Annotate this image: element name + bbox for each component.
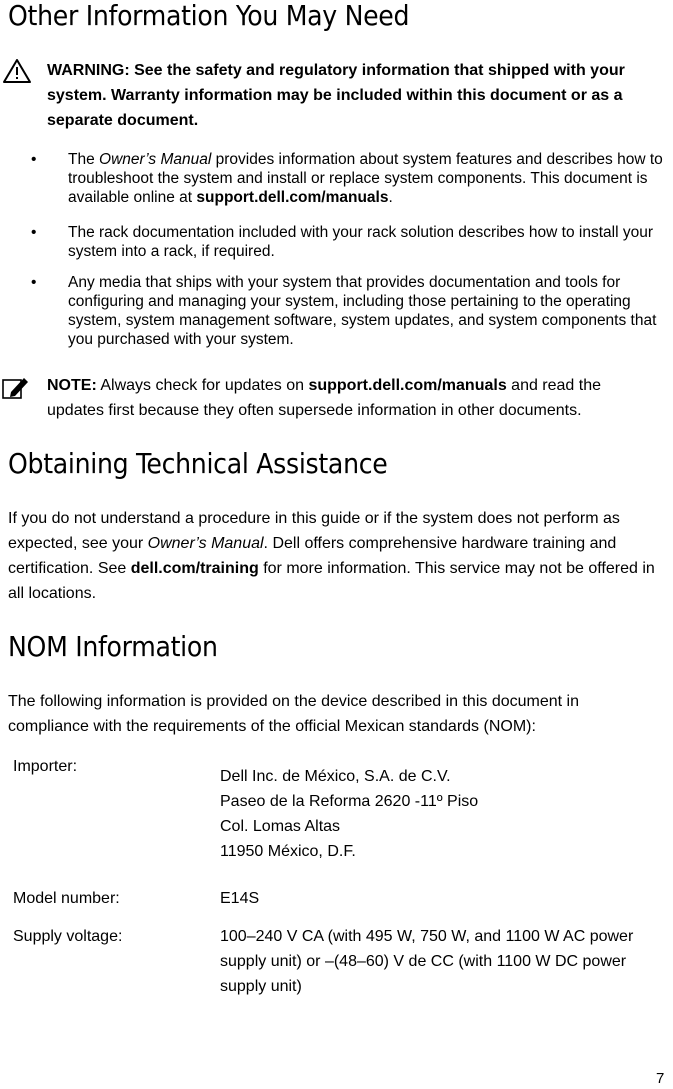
note-body: and read the updates first because they often supersede information in other documents. [47, 377, 602, 419]
importer-address [220, 764, 660, 864]
address-line: 11950 México, D.F. [220, 843, 356, 860]
paragraph-text: If you do not understand a procedure in this guide or if the system does not perform as expected, see your [8, 510, 620, 552]
model-number-value: E14S [220, 890, 260, 907]
technical-assistance-paragraph [8, 506, 663, 606]
owners-manual-emphasis: Owner’s Manual [99, 151, 212, 168]
bullet-text: The rack documentation included with your rack solution describes how to install your system into a rack, if required. [68, 224, 653, 260]
list-item [31, 223, 668, 261]
bullet-text: The [68, 151, 100, 168]
bullet-text: provides information about system features and describes how to troubleshoot the system and install or replace system components. This document is available online at [68, 151, 663, 206]
nom-intro-paragraph: The following information is provided on the device described in this document in compliance with the requirements of the official Mexican standards (NOM): [8, 693, 579, 735]
support-manuals-link[interactable]: support.dell.com/manuals [196, 189, 389, 206]
section-heading-nom-information: NOM Information [8, 630, 218, 663]
bullet-text: . [388, 189, 393, 206]
note-label: NOTE: [47, 377, 97, 394]
address-line: Paseo de la Reforma 2620 -11º Piso [220, 793, 479, 810]
warning-triangle-icon [2, 58, 32, 84]
paragraph-text: . Dell offers comprehensive hardware training and certification. See [8, 535, 617, 577]
bullet-icon: • [31, 151, 37, 168]
supply-voltage-label: Supply voltage: [13, 928, 123, 945]
note-body: Always check for updates on [96, 377, 309, 394]
section-heading-technical-assistance: Obtaining Technical Assistance [8, 447, 388, 480]
dell-training-link[interactable]: dell.com/training [130, 560, 259, 577]
supply-voltage-value: 100–240 V CA (with 495 W, 750 W, and 1100 W AC power supply unit) or –(48–60) V de CC (with 1100 W DC power supply unit) [220, 928, 634, 995]
list-item [31, 273, 668, 349]
importer-label: Importer: [13, 758, 78, 775]
bullet-icon: • [31, 274, 37, 291]
model-number-label: Model number: [13, 890, 120, 907]
paragraph-text: for more information. This service may not be offered in all locations. [8, 560, 655, 602]
warning-body: See the safety and regulatory information that shipped with your system. Warranty information may be included within this document or as a separate document. [47, 62, 625, 129]
list-item [31, 150, 668, 207]
support-manuals-link[interactable]: support.dell.com/manuals [308, 377, 507, 394]
section-heading-other-information: Other Information You May Need [8, 0, 410, 32]
page-number: 7 [656, 1070, 665, 1087]
bullet-text: Any media that ships with your system that provides documentation and tools for configuring and managing your system, including those pertaining to the operating system, system management software, system updates, and system components that you purchased with your system. [68, 274, 657, 348]
address-line: Dell Inc. de México, S.A. de C.V. [220, 768, 451, 785]
warning-label: WARNING: [47, 62, 130, 79]
bullet-icon: • [31, 224, 37, 241]
note-text [47, 373, 637, 423]
owners-manual-emphasis: Owner’s Manual [147, 535, 264, 552]
warning-text [47, 58, 632, 133]
note-pencil-icon [2, 375, 30, 399]
address-line: Col. Lomas Altas [220, 818, 341, 835]
